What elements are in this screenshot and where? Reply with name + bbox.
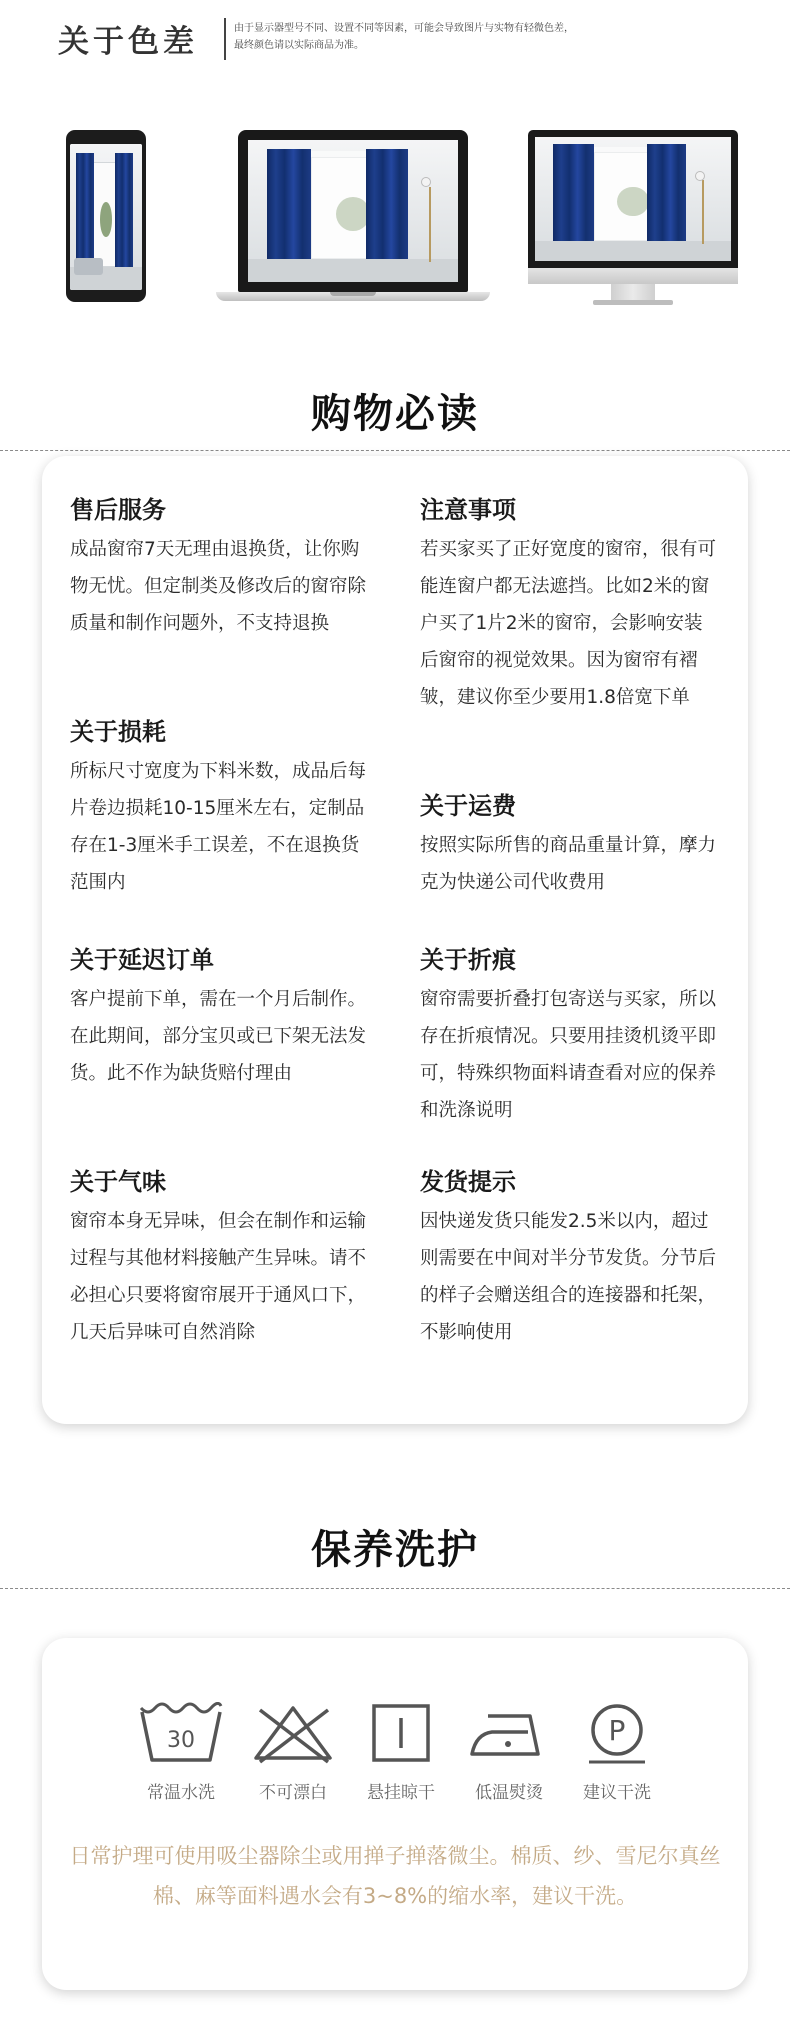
- dashed-divider: [0, 1588, 790, 1589]
- notice-text: 客户提前下单，需在一个月后制作。在此期间，部分宝贝或已下架无法发货。此不作为缺货赔付理由: [70, 989, 367, 1084]
- shopping-section-title: 购物必读: [311, 391, 479, 437]
- notice-odor: [70, 1162, 370, 1351]
- monitor-image: [528, 130, 738, 268]
- laptop-notch: [330, 292, 376, 296]
- notice-text: 窗帘本身无异味，但会在制作和运输过程与其他材料接触产生异味。请不必担心只要将窗帘展开于通风口下，几天后异味可自然消除: [70, 1211, 367, 1343]
- notice-title: 发货提示: [420, 1168, 516, 1196]
- wash-temperature: 30: [167, 1728, 195, 1753]
- care-section-title: 保养洗护: [311, 1527, 479, 1573]
- laptop-image: [238, 130, 468, 292]
- dry-clean-icon: [574, 1702, 660, 1764]
- notice-loss: [70, 712, 370, 901]
- care-label: 悬挂晾干: [367, 1783, 435, 1803]
- care-item-hang-dry: [346, 1702, 456, 1803]
- notice-text: 若买家买了正好宽度的窗帘，很有可能连窗户都无法遮挡。比如2米的窗户买了1片2米的窗帘，会影响安装后窗帘的视觉效果。因为窗帘有褶皱，建议你至少要用1.8倍宽下单: [420, 539, 717, 708]
- color-difference-title: 关于色差: [58, 24, 198, 60]
- color-difference-note-line-1: 由于显示器型号不同、设置不同等因素，可能会导致图片与实物有轻微色差，: [234, 23, 574, 34]
- care-card: [42, 1638, 748, 1990]
- device-preview-row: [0, 120, 790, 310]
- care-label: 低温熨烫: [475, 1783, 543, 1803]
- notice-text: 按照实际所售的商品重量计算，摩力克为快递公司代收费用: [420, 835, 717, 893]
- color-difference-header: [58, 14, 758, 64]
- care-label: 建议干洗: [583, 1783, 651, 1803]
- dashed-divider: [0, 450, 790, 451]
- notice-delayed-order: [70, 940, 370, 1092]
- color-difference-note-line-2: 最终颜色请以实际商品为准。: [234, 40, 364, 51]
- hang-dry-icon: [358, 1702, 444, 1764]
- care-item-wash: [126, 1702, 236, 1803]
- notice-text: 窗帘需要折叠打包寄送与买家，所以存在折痕情况。只要用挂烫机烫平即可，特殊织物面料请查看对应的保养和洗涤说明: [420, 989, 717, 1121]
- notice-creases: [420, 940, 720, 1129]
- notice-delivery-tips: [420, 1162, 720, 1351]
- notice-title: 关于折痕: [420, 946, 516, 974]
- notice-title: 售后服务: [70, 496, 166, 524]
- notice-text: 所标尺寸宽度为下料米数，成品后每片卷边损耗10-15厘米左右，定制品存在1-3厘米手工误差，不在退换货范围内: [70, 761, 367, 893]
- notice-shipping-fee: [420, 786, 720, 901]
- phone-image: [66, 130, 146, 302]
- wash-30-icon: [138, 1702, 224, 1764]
- monitor-chin: [528, 268, 738, 284]
- notice-title: 注意事项: [420, 496, 516, 524]
- care-icons-row: [126, 1702, 666, 1822]
- dry-clean-letter: P: [608, 1714, 626, 1747]
- no-bleach-icon: [250, 1702, 336, 1764]
- care-item-no-bleach: [238, 1702, 348, 1803]
- shopping-notice-card: [42, 456, 748, 1424]
- notice-text: 因快递发货只能发2.5米以内，超过则需要在中间对半分节发货。分节后的样子会赠送组合的连接器和托架，不影响使用: [420, 1211, 717, 1343]
- care-item-low-iron: [454, 1702, 564, 1803]
- notice-title: 关于损耗: [70, 718, 166, 746]
- notice-title: 关于运费: [420, 792, 516, 820]
- low-iron-icon: [466, 1702, 552, 1764]
- care-label: 常温水洗: [147, 1783, 215, 1803]
- monitor-foot: [593, 300, 673, 305]
- notice-text: 成品窗帘7天无理由退换货，让你购物无忧。但定制类及修改后的窗帘除质量和制作问题外，不支持退换: [70, 539, 367, 634]
- care-instructions-text: 日常护理可使用吸尘器除尘或用掸子掸落微尘。棉质、纱、雪尼尔真丝棉、麻等面料遇水会有3~8%的缩水率，建议干洗。: [69, 1844, 721, 1908]
- divider-bar: [224, 18, 226, 60]
- care-item-dry-clean: [562, 1702, 672, 1803]
- notice-title: 关于延迟订单: [70, 946, 214, 974]
- notice-precautions: [420, 490, 720, 716]
- notice-after-sales: [70, 490, 370, 642]
- care-label: 不可漂白: [259, 1783, 327, 1803]
- color-difference-note: [234, 20, 754, 54]
- notice-title: 关于气味: [70, 1168, 166, 1196]
